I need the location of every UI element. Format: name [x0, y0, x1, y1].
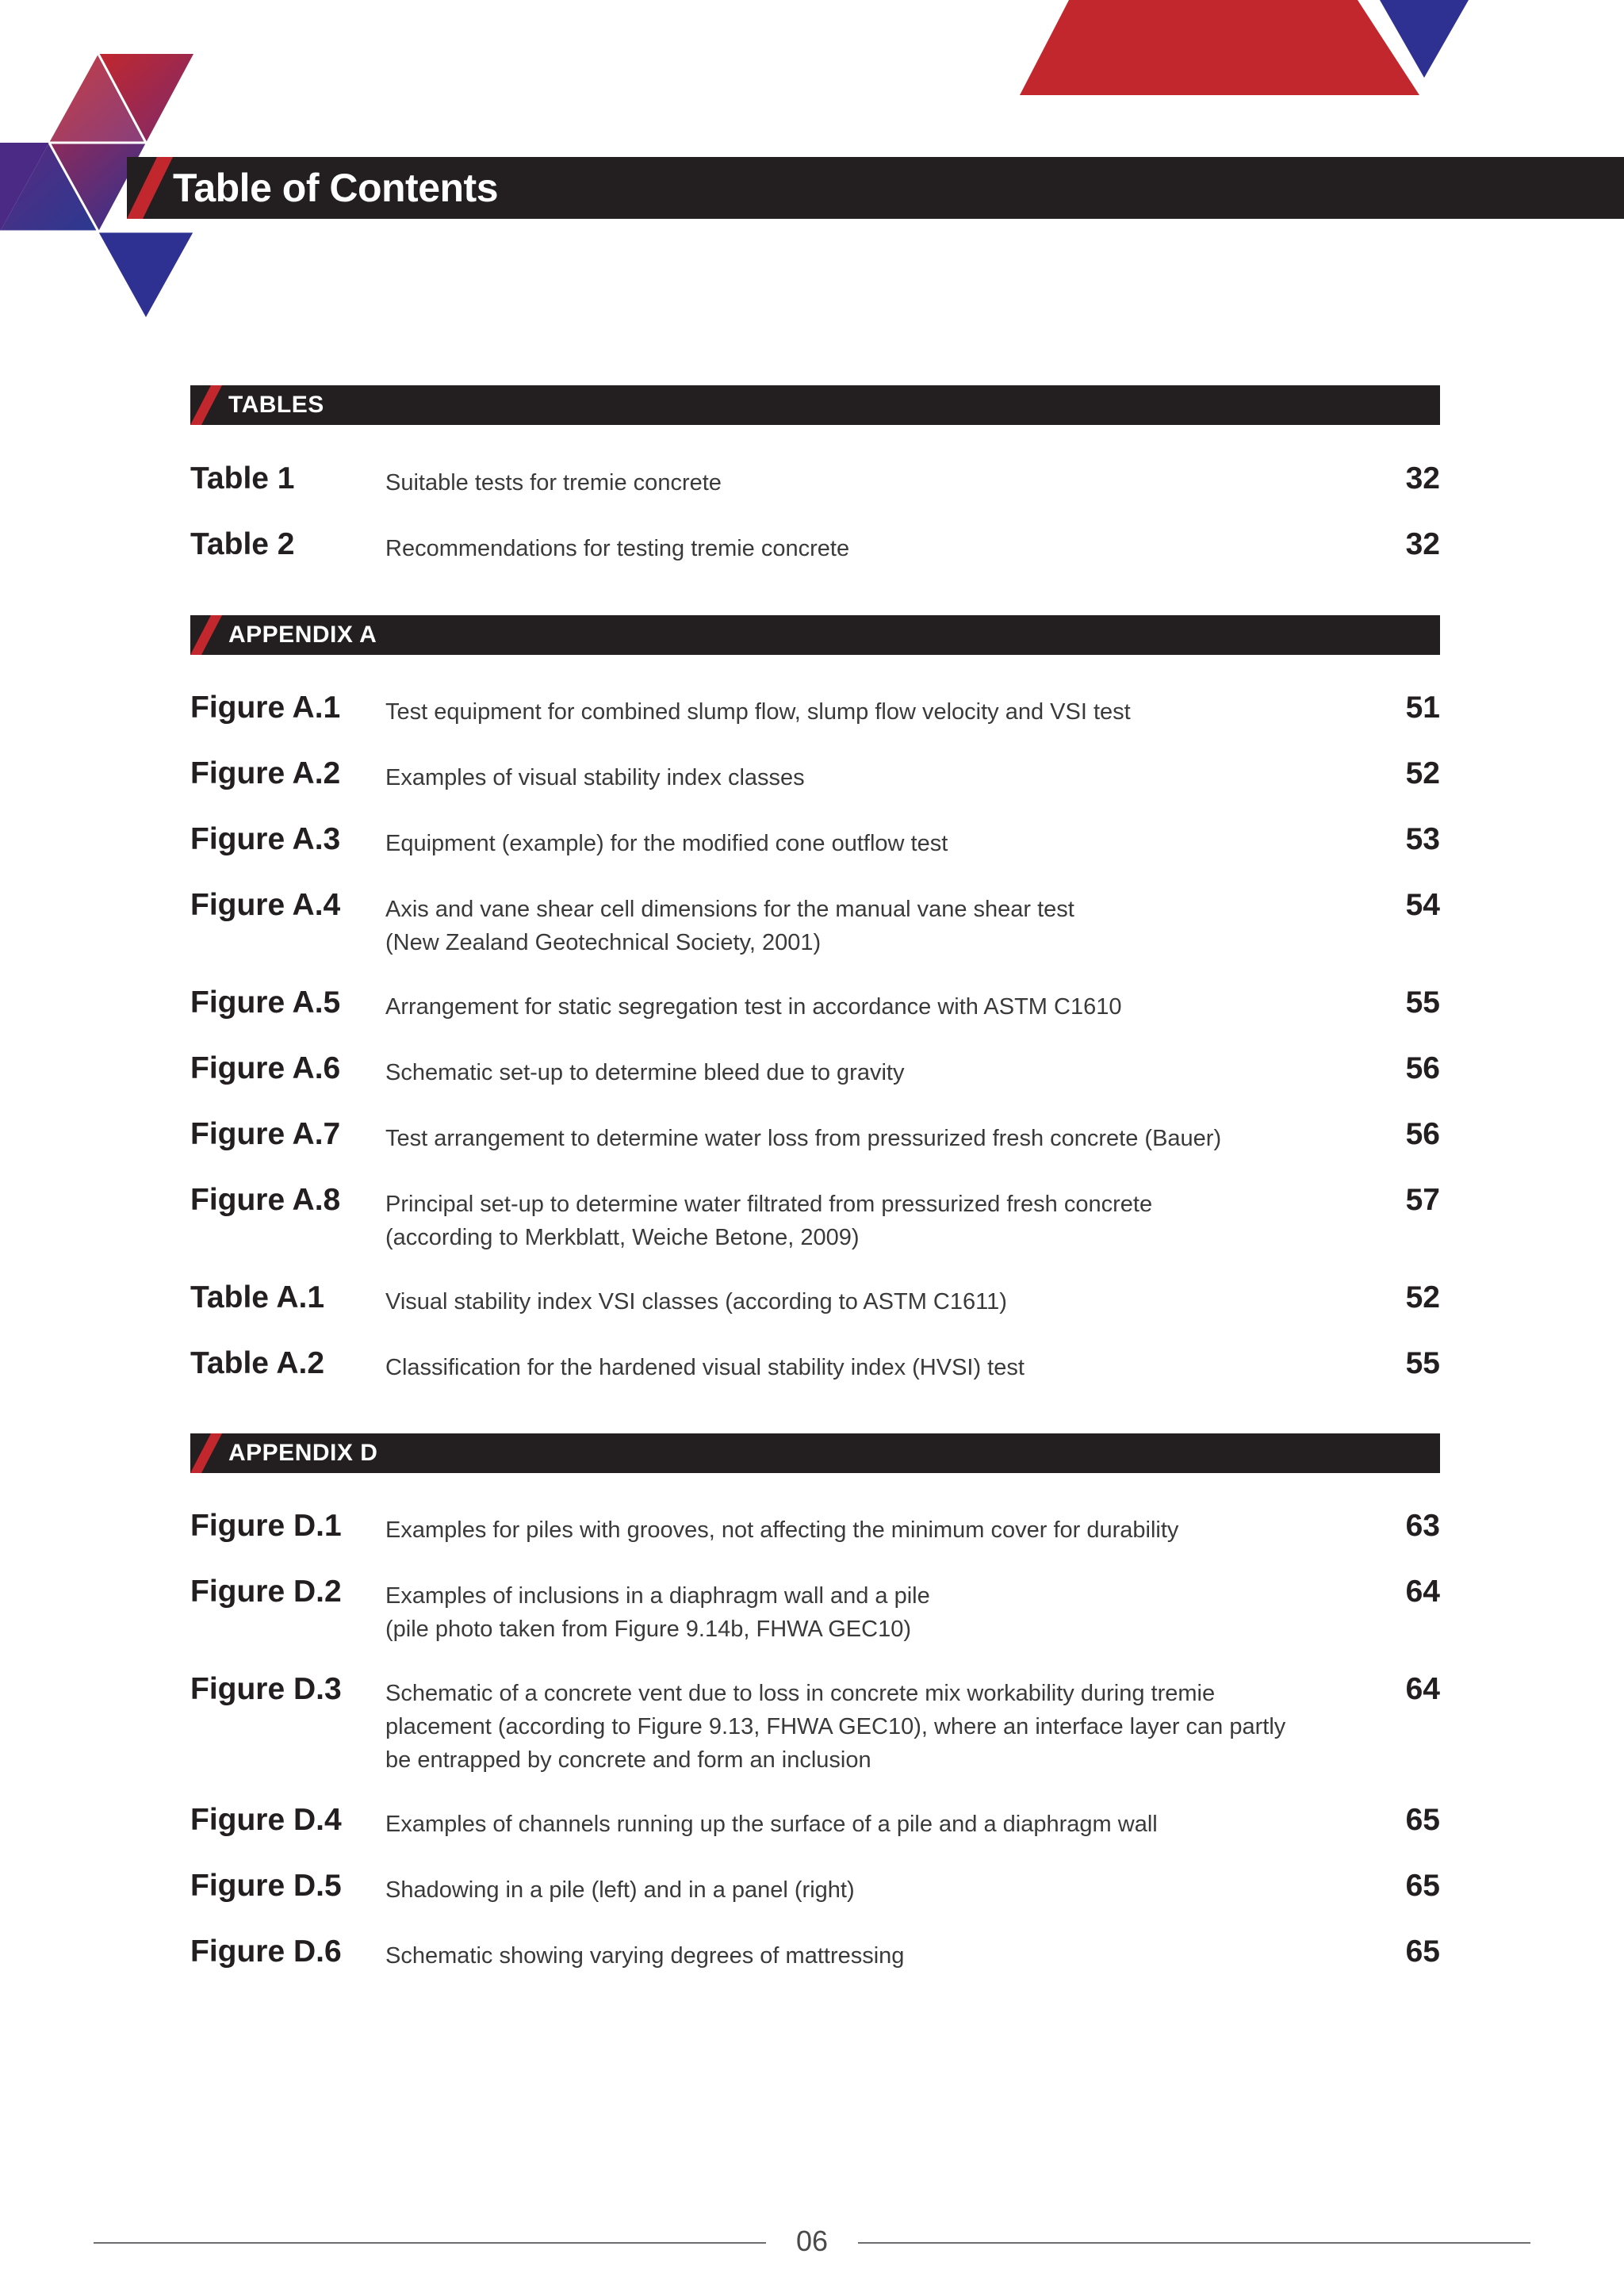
entry-label: Figure D.1 [190, 1509, 342, 1543]
section-accent-stripe [190, 615, 225, 655]
entry-page-number: 57 [1405, 1183, 1440, 1217]
footer-rule-left [94, 2242, 766, 2244]
entry-page-number: 52 [1405, 1280, 1440, 1314]
description-line: Axis and vane shear cell dimensions for the manual vane shear test [385, 897, 1074, 922]
description-line: (New Zealand Geotechnical Society, 2001) [385, 930, 822, 955]
description-line: (according to Merkblatt, Weiche Betone, 2009) [385, 1225, 860, 1250]
entry-page-number: 64 [1405, 1672, 1440, 1706]
description-line: Recommendations for testing tremie concrete [385, 536, 850, 561]
description-line: Examples of inclusions in a diaphragm wall and a pile [385, 1583, 930, 1609]
entry-page-number: 55 [1405, 985, 1440, 1020]
entry-page-number: 51 [1405, 691, 1440, 725]
entry-description [385, 1351, 1321, 1384]
entry-label: Table 2 [190, 527, 295, 561]
entry-label: Figure A.4 [190, 888, 341, 922]
entry-description [385, 1188, 1321, 1254]
description-line: Visual stability index VSI classes (according to ASTM C1611) [385, 1289, 1007, 1314]
description-line: Test equipment for combined slump flow, slump flow velocity and VSI test [385, 699, 1131, 725]
description-line: Examples of visual stability index classes [385, 765, 805, 790]
entry-description [385, 1808, 1321, 1841]
footer-rule-right [858, 2242, 1530, 2244]
entry-page-number: 65 [1405, 1803, 1440, 1837]
section-appendix-d [190, 1433, 1440, 1969]
entry-description [385, 1939, 1321, 1973]
section-accent-stripe [190, 1433, 225, 1473]
entry-label: Figure D.5 [190, 1869, 342, 1903]
entry-label: Figure A.1 [190, 691, 341, 725]
entry-description [385, 827, 1321, 860]
entry-label: Figure D.2 [190, 1575, 342, 1609]
entry-page-number: 56 [1405, 1117, 1440, 1151]
entry-label: Table 1 [190, 461, 295, 496]
entry-page-number: 54 [1405, 888, 1440, 922]
entry-description [385, 695, 1321, 729]
entry-description [385, 1056, 1321, 1089]
description-line: Schematic showing varying degrees of mattressing [385, 1943, 905, 1969]
entry-description [385, 761, 1321, 794]
description-line: placement (according to Figure 9.13, FHWA GEC10), where an interface layer can partly [385, 1714, 1286, 1739]
description-line: Shadowing in a pile (left) and in a panel (right) [385, 1877, 855, 1903]
description-line: Test arrangement to determine water loss from pressurized fresh concrete (Bauer) [385, 1126, 1222, 1151]
page-title: Table of Contents [173, 166, 499, 210]
entry-description [385, 990, 1321, 1024]
entry-description [385, 1677, 1321, 1777]
page-number: 06 [795, 2225, 829, 2257]
title-accent-stripe [127, 157, 174, 219]
section-label: TABLES [228, 392, 324, 418]
description-line: Principal set-up to determine water filtrated from pressurized fresh concrete [385, 1192, 1153, 1217]
description-line: be entrapped by concrete and form an inclusion [385, 1747, 871, 1773]
entry-description [385, 532, 1321, 565]
entry-label: Figure A.6 [190, 1051, 341, 1085]
entry-page-number: 64 [1405, 1575, 1440, 1609]
description-line: Examples for piles with grooves, not affecting the minimum cover for durability [385, 1517, 1179, 1543]
entry-description [385, 1873, 1321, 1907]
entry-page-number: 63 [1405, 1509, 1440, 1543]
entry-label: Figure A.5 [190, 985, 341, 1020]
section-header [190, 615, 1440, 655]
entry-label: Figure D.4 [190, 1803, 342, 1837]
description-line: Arrangement for static segregation test in accordance with ASTM C1610 [385, 994, 1122, 1020]
entry-page-number: 65 [1405, 1869, 1440, 1903]
entry-label: Figure A.3 [190, 822, 341, 856]
entry-page-number: 55 [1405, 1346, 1440, 1380]
entry-page-number: 53 [1405, 822, 1440, 856]
section-label: APPENDIX A [228, 622, 377, 648]
entry-description [385, 893, 1321, 959]
entry-page-number: 32 [1405, 527, 1440, 561]
description-line: (pile photo taken from Figure 9.14b, FHWA GEC10) [385, 1617, 911, 1642]
entry-label: Table A.2 [190, 1346, 325, 1380]
description-line: Equipment (example) for the modified cone outflow test [385, 831, 948, 856]
section-header [190, 1433, 1440, 1473]
entry-label: Figure A.2 [190, 756, 341, 790]
section-appendix-a [190, 615, 1440, 1380]
entry-description [385, 1285, 1321, 1318]
entry-description [385, 466, 1321, 499]
description-line: Schematic set-up to determine bleed due to gravity [385, 1060, 905, 1085]
entry-page-number: 56 [1405, 1051, 1440, 1085]
description-line: Classification for the hardened visual stability index (HVSI) test [385, 1355, 1025, 1380]
entry-description [385, 1122, 1321, 1155]
section-header [190, 385, 1440, 425]
entry-label: Figure D.3 [190, 1672, 342, 1706]
entry-page-number: 65 [1405, 1934, 1440, 1969]
entry-page-number: 32 [1405, 461, 1440, 496]
entry-label: Figure A.7 [190, 1117, 341, 1151]
entry-description [385, 1513, 1321, 1547]
section-label: APPENDIX D [228, 1440, 378, 1466]
entry-description [385, 1579, 1321, 1646]
entry-label: Table A.1 [190, 1280, 325, 1314]
description-line: Schematic of a concrete vent due to loss in concrete mix workability during tremie [385, 1681, 1216, 1706]
description-line: Examples of channels running up the surface of a pile and a diaphragm wall [385, 1812, 1158, 1837]
entry-page-number: 52 [1405, 756, 1440, 790]
entry-label: Figure D.6 [190, 1934, 342, 1969]
section-accent-stripe [190, 385, 225, 425]
section-tables [190, 385, 1440, 561]
entry-label: Figure A.8 [190, 1183, 341, 1217]
description-line: Suitable tests for tremie concrete [385, 470, 722, 496]
